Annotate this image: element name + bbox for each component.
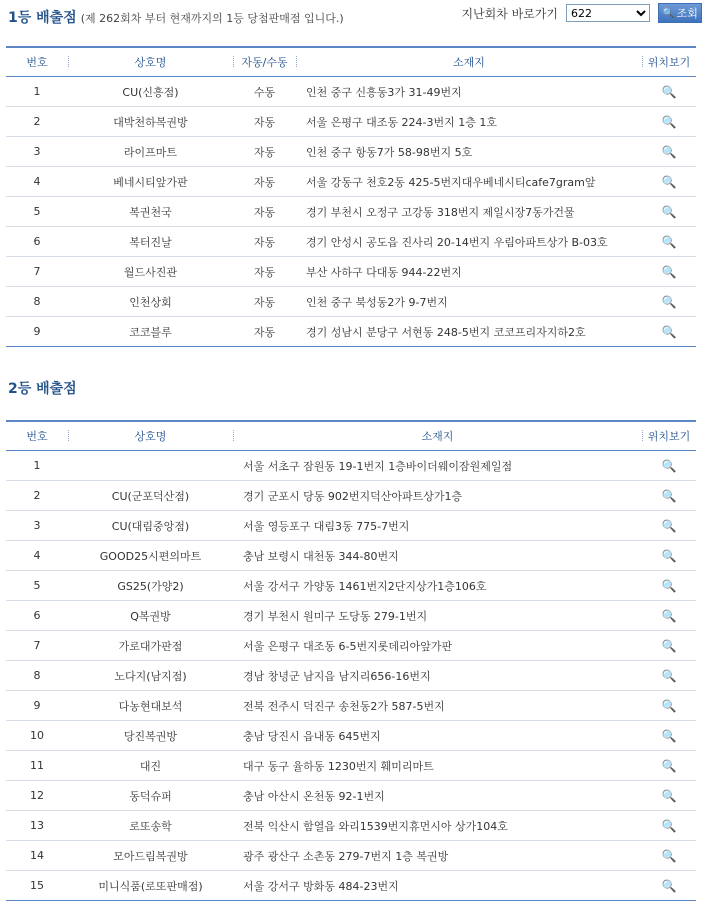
map-view-cell[interactable]: [642, 571, 696, 601]
map-view-cell[interactable]: [642, 811, 696, 841]
store-name: [68, 451, 233, 481]
table-row: [6, 257, 696, 287]
table-row: [6, 481, 696, 511]
store-name: 인천상회: [68, 287, 233, 317]
store-address: 충남 당진시 읍내동 645번지: [233, 721, 642, 751]
map-view-cell[interactable]: [642, 751, 696, 781]
table-row: [6, 661, 696, 691]
store-address: 서울 강서구 방화동 484-23번지: [233, 871, 642, 901]
col-header-no: 번호: [6, 421, 68, 451]
map-view-cell[interactable]: [642, 107, 696, 137]
magnifier-icon[interactable]: 🔍: [661, 204, 677, 219]
row-no: 5: [6, 571, 68, 601]
map-view-cell[interactable]: [642, 257, 696, 287]
store-address: 광주 광산구 소촌동 279-7번지 1층 복권방: [233, 841, 642, 871]
store-name: 로또송학: [68, 811, 233, 841]
first-prize-table: [6, 46, 696, 347]
row-no: 13: [6, 811, 68, 841]
store-address: 서울 영등포구 대림3동 775-7번지: [233, 511, 642, 541]
store-name: 동덕슈퍼: [68, 781, 233, 811]
store-name: 복터진날: [68, 227, 233, 257]
magnifier-icon[interactable]: 🔍: [661, 878, 677, 893]
row-no: 6: [6, 601, 68, 631]
store-address: 전북 익산시 함열읍 와리1539번지휴먼시아 상가104호: [233, 811, 642, 841]
store-address: 경기 부천시 원미구 도당동 279-1번지: [233, 601, 642, 631]
store-name: CU(군포덕산점): [68, 481, 233, 511]
pick-type: 자동: [233, 167, 296, 197]
store-name: 가로대가판점: [68, 631, 233, 661]
table-row: [6, 691, 696, 721]
table-header-row: [6, 47, 696, 77]
map-view-cell[interactable]: [642, 197, 696, 227]
magnifier-icon[interactable]: 🔍: [661, 848, 677, 863]
magnifier-icon[interactable]: 🔍: [661, 578, 677, 593]
table-row: [6, 811, 696, 841]
search-button[interactable]: [658, 3, 702, 23]
map-view-cell[interactable]: [642, 631, 696, 661]
col-header-name: 상호명: [68, 421, 233, 451]
search-button-label: 조회: [676, 7, 698, 20]
magnifier-icon[interactable]: 🔍: [661, 234, 677, 249]
store-address: 서울 강서구 가양동 1461번지2단지상가1층106호: [233, 571, 642, 601]
store-address: 충남 보령시 대천동 344-80번지: [233, 541, 642, 571]
store-name: 노다지(남지점): [68, 661, 233, 691]
table-row: [6, 751, 696, 781]
store-address: 서울 강동구 천호2동 425-5번지대우베네시티cafe7gram앞: [296, 167, 642, 197]
row-no: 7: [6, 257, 68, 287]
table-row: [6, 77, 696, 107]
magnifier-icon[interactable]: 🔍: [661, 264, 677, 279]
store-name: 당진복권방: [68, 721, 233, 751]
pick-type: 자동: [233, 137, 296, 167]
store-address: 경기 성남시 분당구 서현동 248-5번지 코코프리자지하2호: [296, 317, 642, 347]
map-view-cell[interactable]: [642, 721, 696, 751]
store-address: 인천 중구 북성동2가 9-7번지: [296, 287, 642, 317]
map-view-cell[interactable]: [642, 287, 696, 317]
magnifier-icon[interactable]: 🔍: [661, 728, 677, 743]
row-no: 12: [6, 781, 68, 811]
table-row: [6, 601, 696, 631]
table-row: [6, 721, 696, 751]
row-no: 1: [6, 451, 68, 481]
map-view-cell[interactable]: [642, 841, 696, 871]
store-name: 베네시티앞가판: [68, 167, 233, 197]
store-address: 서울 서초구 잠원동 19-1번지 1층바이더웨이잠원제일점: [233, 451, 642, 481]
store-address: 서울 은평구 대조동 6-5번지롯데리아앞가판: [233, 631, 642, 661]
map-view-cell[interactable]: [642, 481, 696, 511]
table-row: [6, 571, 696, 601]
magnifier-icon[interactable]: 🔍: [661, 608, 677, 623]
round-jump-label: 지난회차 바로가기: [461, 6, 558, 21]
map-view-cell[interactable]: [642, 167, 696, 197]
row-no: 11: [6, 751, 68, 781]
pick-type: 자동: [233, 287, 296, 317]
round-select[interactable]: [566, 4, 650, 22]
store-address: 경기 군포시 당동 902번지덕산아파트상가1층: [233, 481, 642, 511]
magnifier-icon[interactable]: 🔍: [661, 758, 677, 773]
store-name: 복권천국: [68, 197, 233, 227]
store-address: 대구 동구 율하동 1230번지 훼미리마트: [233, 751, 642, 781]
store-name: 다농현대보석: [68, 691, 233, 721]
map-view-cell[interactable]: [642, 511, 696, 541]
row-no: 4: [6, 167, 68, 197]
table-row: [6, 227, 696, 257]
magnifier-icon[interactable]: 🔍: [661, 488, 677, 503]
magnifier-icon[interactable]: 🔍: [661, 638, 677, 653]
row-no: 5: [6, 197, 68, 227]
row-no: 8: [6, 287, 68, 317]
pick-type: 자동: [233, 107, 296, 137]
map-view-cell[interactable]: [642, 691, 696, 721]
store-name: 모아드림복권방: [68, 841, 233, 871]
map-view-cell[interactable]: [642, 661, 696, 691]
table-row: [6, 631, 696, 661]
magnifier-icon[interactable]: 🔍: [661, 518, 677, 533]
store-address: 서울 은평구 대조동 224-3번지 1층 1호: [296, 107, 642, 137]
row-no: 3: [6, 137, 68, 167]
magnifier-icon[interactable]: 🔍: [661, 548, 677, 563]
table-row: [6, 107, 696, 137]
row-no: 2: [6, 481, 68, 511]
map-view-cell[interactable]: [642, 227, 696, 257]
table-row: [6, 317, 696, 347]
col-header-address: 소재지: [296, 47, 642, 77]
store-name: 코코블루: [68, 317, 233, 347]
col-header-map: 위치보기: [642, 47, 696, 77]
search-icon: 🔍: [662, 7, 675, 19]
row-no: 8: [6, 661, 68, 691]
magnifier-icon[interactable]: 🔍: [661, 698, 677, 713]
magnifier-icon[interactable]: 🔍: [661, 818, 677, 833]
map-view-cell[interactable]: [642, 77, 696, 107]
pick-type: 자동: [233, 227, 296, 257]
store-address: 경기 안성시 공도읍 진사리 20-14번지 우림아파트상가 B-03호: [296, 227, 642, 257]
store-name: Q복권방: [68, 601, 233, 631]
table-header-row: [6, 421, 696, 451]
magnifier-icon[interactable]: 🔍: [661, 114, 677, 129]
map-view-cell[interactable]: [642, 137, 696, 167]
magnifier-icon[interactable]: 🔍: [661, 144, 677, 159]
pick-type: 자동: [233, 197, 296, 227]
top-bar: [0, 0, 720, 30]
row-no: 9: [6, 691, 68, 721]
store-name: GS25(가양2): [68, 571, 233, 601]
map-view-cell[interactable]: [642, 541, 696, 571]
store-address: 부산 사하구 다대동 944-22번지: [296, 257, 642, 287]
magnifier-icon[interactable]: 🔍: [661, 668, 677, 683]
table-row: [6, 511, 696, 541]
pick-type: 자동: [233, 317, 296, 347]
store-address: 경남 창녕군 남지읍 남지리656-16번지: [233, 661, 642, 691]
store-name: 월드사진관: [68, 257, 233, 287]
map-view-cell[interactable]: [642, 601, 696, 631]
magnifier-icon[interactable]: 🔍: [661, 84, 677, 99]
store-name: CU(대림중앙점): [68, 511, 233, 541]
section-title-first-prize: [8, 7, 344, 27]
table-row: [6, 871, 696, 901]
second-prize-table: [6, 420, 696, 901]
store-name: 대진: [68, 751, 233, 781]
row-no: 2: [6, 107, 68, 137]
row-no: 4: [6, 541, 68, 571]
row-no: 1: [6, 77, 68, 107]
page-title: 1등 배출점: [8, 10, 77, 26]
magnifier-icon[interactable]: 🔍: [661, 458, 677, 473]
store-name: GOOD25시편의마트: [68, 541, 233, 571]
map-view-cell[interactable]: [642, 451, 696, 481]
store-address: 충남 아산시 온천동 92-1번지: [233, 781, 642, 811]
row-no: 15: [6, 871, 68, 901]
table-row: [6, 197, 696, 227]
section-note: (제 262회차 부터 현재까지의 1등 당첨판매점 입니다.): [80, 12, 344, 25]
store-name: 라이프마트: [68, 137, 233, 167]
row-no: 9: [6, 317, 68, 347]
magnifier-icon[interactable]: 🔍: [661, 788, 677, 803]
magnifier-icon[interactable]: 🔍: [661, 294, 677, 309]
table-row: [6, 781, 696, 811]
map-view-cell[interactable]: [642, 871, 696, 901]
col-header-no: 번호: [6, 47, 68, 77]
store-address: 경기 부천시 오정구 고강동 318번지 제일시장7동가건물: [296, 197, 642, 227]
col-header-address: 소재지: [233, 421, 642, 451]
magnifier-icon[interactable]: 🔍: [661, 174, 677, 189]
pick-type: 수동: [233, 77, 296, 107]
store-name: 미니식품(로또판매점): [68, 871, 233, 901]
store-name: CU(신흥점): [68, 77, 233, 107]
pick-type: 자동: [233, 257, 296, 287]
store-address: 인천 중구 신흥동3가 31-49번지: [296, 77, 642, 107]
table-row: [6, 541, 696, 571]
table-row: [6, 287, 696, 317]
store-name: 대박천하복권방: [68, 107, 233, 137]
col-header-name: 상호명: [68, 47, 233, 77]
col-header-map: 위치보기: [642, 421, 696, 451]
table-row: [6, 841, 696, 871]
table-row: [6, 167, 696, 197]
row-no: 10: [6, 721, 68, 751]
store-address: 전북 전주시 덕진구 송천동2가 587-5번지: [233, 691, 642, 721]
section-title-second-prize: 2등 배출점: [8, 381, 77, 397]
row-no: 7: [6, 631, 68, 661]
row-no: 14: [6, 841, 68, 871]
table-row: [6, 137, 696, 167]
magnifier-icon[interactable]: 🔍: [661, 324, 677, 339]
col-header-type: 자동/수동: [233, 47, 296, 77]
store-address: 인천 중구 항동7가 58-98번지 5호: [296, 137, 642, 167]
row-no: 3: [6, 511, 68, 541]
row-no: 6: [6, 227, 68, 257]
map-view-cell[interactable]: [642, 781, 696, 811]
map-view-cell[interactable]: [642, 317, 696, 347]
round-jump: [461, 3, 702, 23]
table-row: [6, 451, 696, 481]
